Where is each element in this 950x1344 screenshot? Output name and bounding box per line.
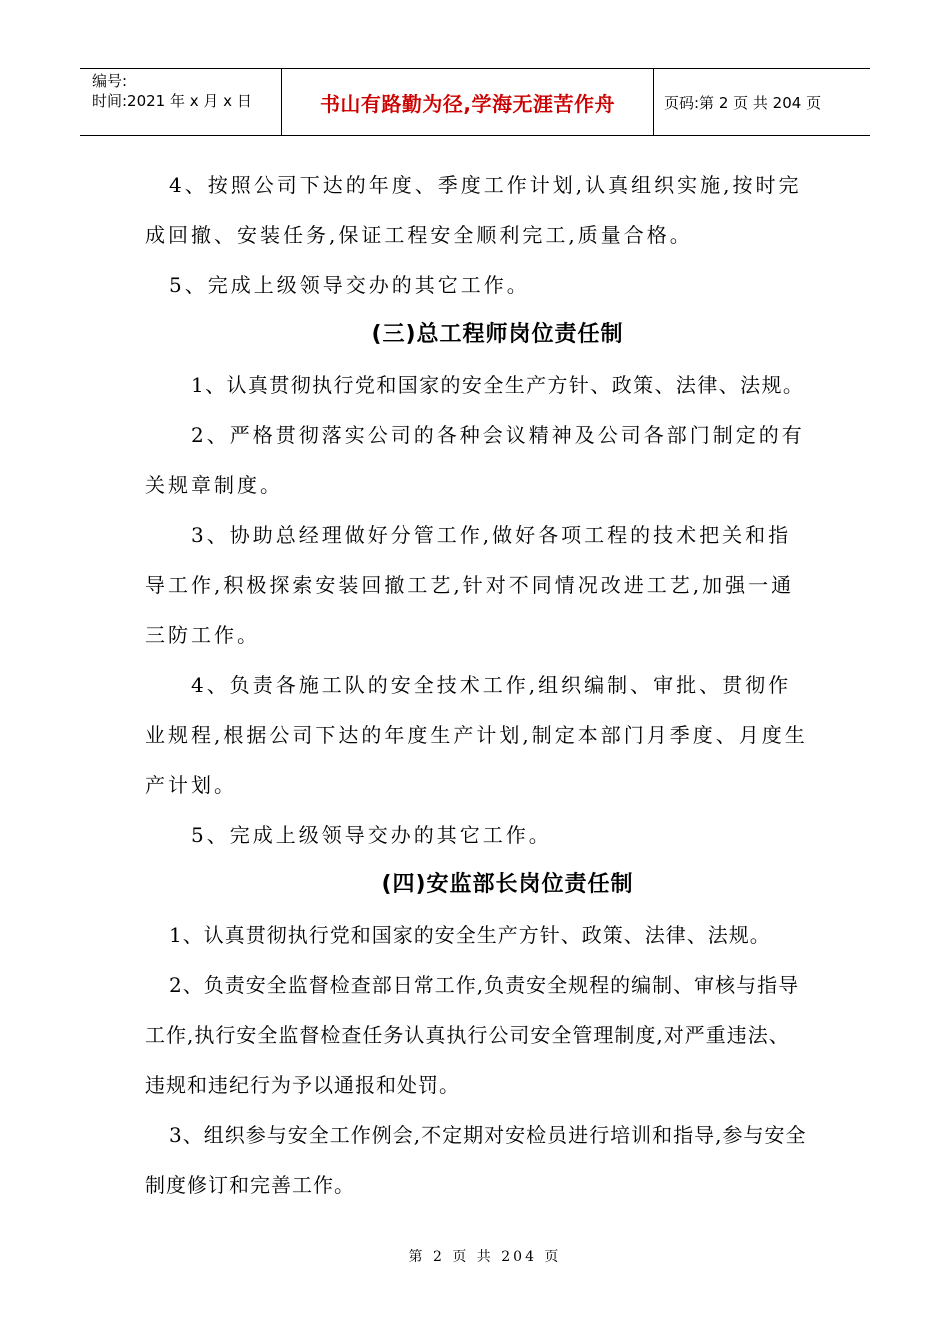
- document-body: [145, 160, 810, 1210]
- page-footer: 第 2 页 共 204 页: [408, 1249, 562, 1265]
- paragraph: 5、完成上级领导交办的其它工作。: [191, 823, 552, 847]
- header-page-info: [654, 69, 870, 135]
- paragraph: 1、认真贯彻执行党和国家的安全生产方针、政策、法律、法规。: [169, 923, 771, 947]
- paragraph: 5、完成上级领导交办的其它工作。: [169, 273, 530, 297]
- paragraph: 3、组织参与安全工作例会,不定期对安检员进行培训和指导,参与安全制度修订和完善工作。: [145, 1123, 807, 1197]
- paragraph: 3、协助总经理做好分管工作,做好各项工程的技术把关和指导工作,积极探索安装回撤工艺,针对不同情况改进工艺,加强一通三防工作。: [145, 523, 795, 647]
- paragraph: 2、负责安全监督检查部日常工作,负责安全规程的编制、审核与指导工作,执行安全监督检查任务认真执行公司安全管理制度,对严重违法、违规和违纪行为予以通报和处罚。: [145, 973, 800, 1097]
- header-meta: [80, 69, 282, 135]
- paragraph: 4、负责各施工队的安全技术工作,组织编制、审批、贯彻作业规程,根据公司下达的年度生产计划,制定本部门月季度、月度生产计划。: [145, 673, 808, 797]
- paragraph: 4、按照公司下达的年度、季度工作计划,认真组织实施,按时完成回撤、安装任务,保证工程安全顺利完工,质量合格。: [145, 173, 802, 247]
- number-label: 编号:: [92, 72, 128, 90]
- date-label: 时间:2021 年 x 月 x 日: [92, 92, 252, 110]
- section-heading: (三)总工程师岗位责任制: [371, 322, 624, 347]
- paragraph: 1、认真贯彻执行党和国家的安全生产方针、政策、法律、法规。: [191, 373, 805, 397]
- paragraph: 2、严格贯彻落实公司的各种会议精神及公司各部门制定的有关规章制度。: [145, 423, 805, 497]
- header-motto-cell: [282, 69, 654, 135]
- page-info: 页码:第 2 页 共 204 页: [664, 93, 822, 112]
- motto: 书山有路勤为径,学海无涯苦作舟: [319, 91, 616, 116]
- section-heading: (四)安监部长岗位责任制: [381, 872, 634, 897]
- page-header: [80, 68, 870, 136]
